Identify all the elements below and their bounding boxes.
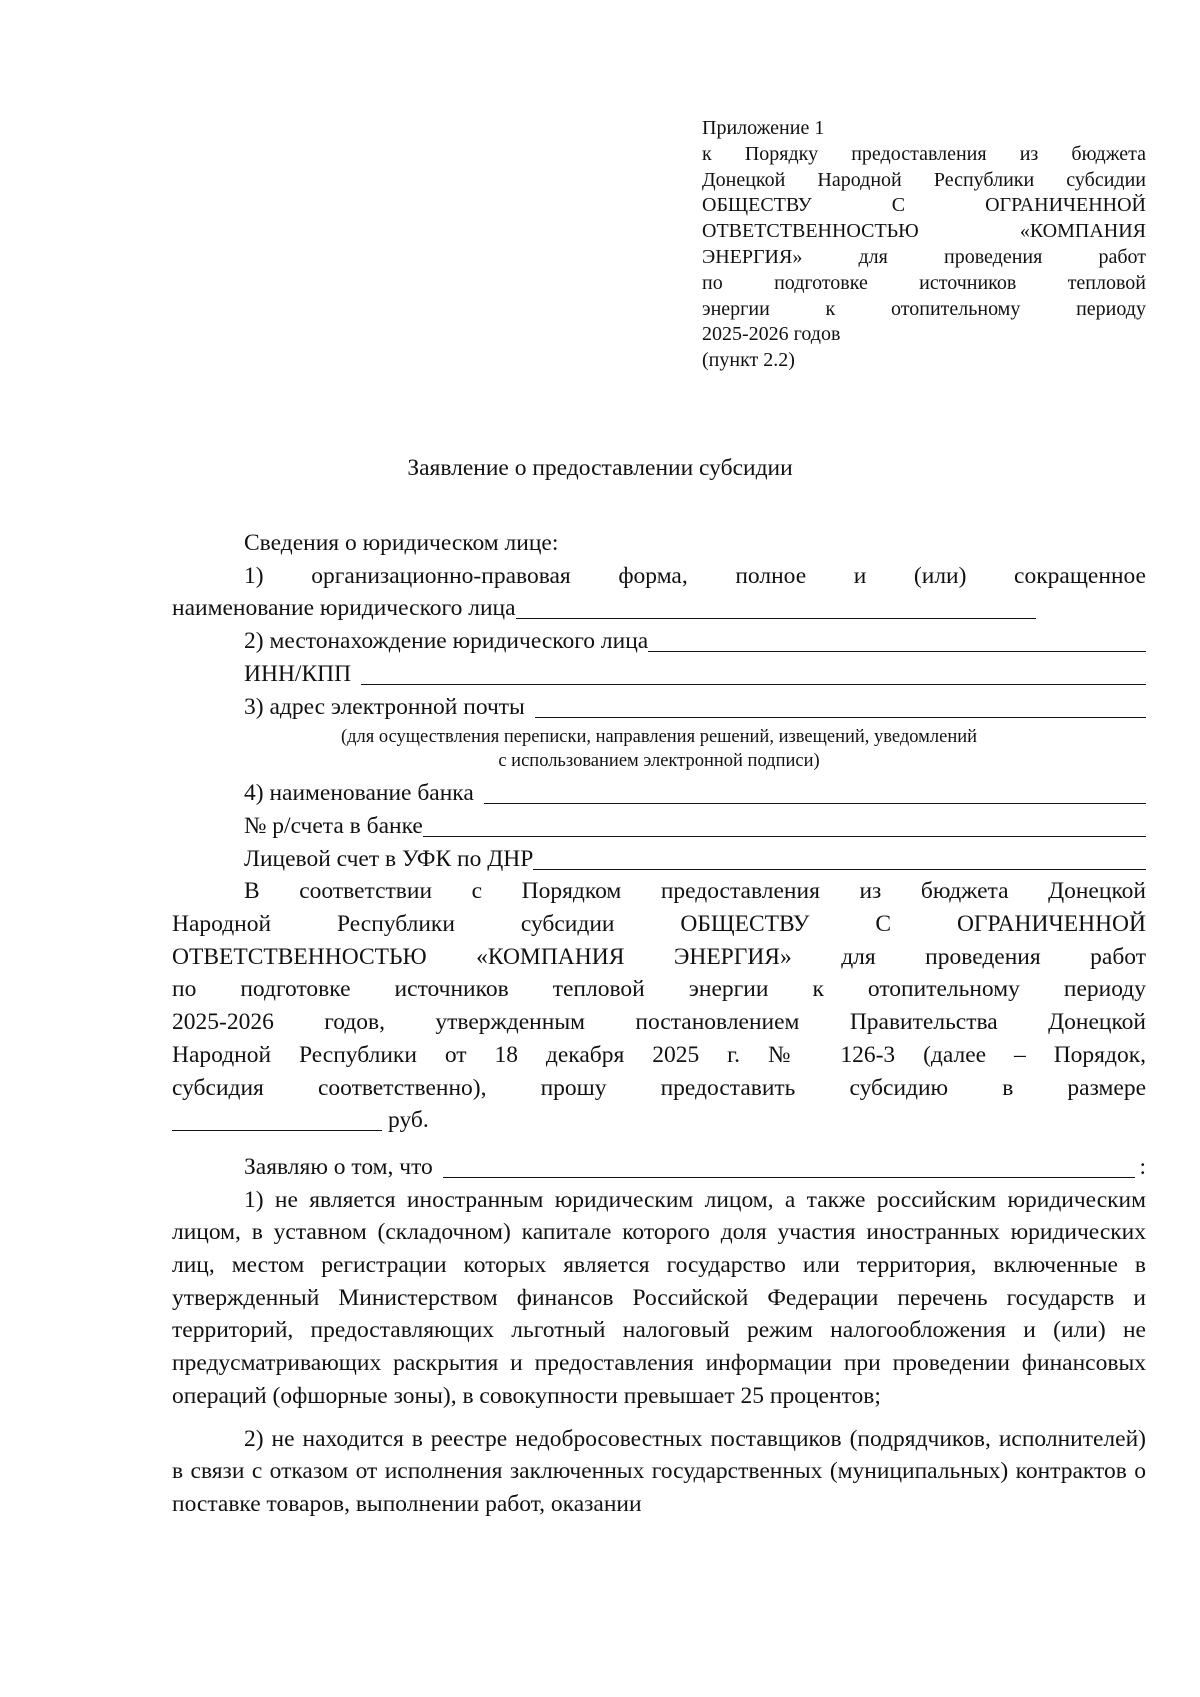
item2-label: 2) местонахождение юридического лица [244,628,649,655]
account-label: № р/счета в банке [244,812,423,839]
email-hint-line1: (для осуществления переписки, направления решений, извещений, уведомлений [340,727,978,748]
entity-location-input-line[interactable] [648,651,1146,652]
inn-kpp-input-line[interactable] [361,684,1146,685]
item1-label: наименование юридического лица [172,595,516,622]
declaration-point-1: 1) не является иностранным юридическим лицом, а также российским юридическим лицом, в уставном (складочном) капитале которого доля участия иностранных юридических лиц, местом регистрации которых является государство или территория, включенные в утвержденный Министерством финансов Российской Федерации перечень государств и территорий, предоставляющих льготный налоговый режим налогообложения и (или) не предусматривающих раскрытия и предоставления информации при проведении финансовых операций (офшорные зоны), в совокупности превышает 25 процентов; [172,1186,1146,1409]
request-line: по подготовке источников тепловой энергии к отопительному периоду [172,976,1146,1003]
appendix-line: Донецкой Народной Республики субсидии [702,168,1146,191]
request-line: Народной Республики от 18 декабря 2025 г. № 126-3 (далее – Порядок, [172,1041,1146,1068]
email-hint [172,725,1146,773]
request-line: 2025-2026 годов, утвержденным постановлением Правительства Донецкой [172,1009,1146,1036]
item3-field [172,691,1146,724]
legal-entity-heading: Сведения о юридическом лице: [244,530,559,556]
item2-field [172,625,1146,658]
entity-name-input-line[interactable] [516,618,1036,619]
account-field [172,810,1146,843]
item4-label: 4) наименование банка [244,780,474,807]
request-line: субсидия соответственно), прошу предоставить субсидию в размере [172,1074,1146,1101]
item4-field [172,777,1146,810]
item1-field [172,592,1146,625]
appendix-line: Приложение 1 [702,117,825,139]
currency-label: руб. [388,1107,429,1134]
appendix-line: ОТВЕТСТВЕННОСТЬЮ «КОМПАНИЯ [702,220,1146,243]
declaration-intro-field [172,1151,1146,1184]
inn-kpp-label: ИНН/КПП [244,660,352,687]
declarant-input-line[interactable] [443,1177,1136,1178]
account-input-line[interactable] [423,836,1146,837]
appendix-line: по подготовке источников тепловой [702,271,1146,294]
document-title: Заявление о предоставлении субсидии [407,455,793,481]
appendix-line: 2025-2026 годов [702,323,841,346]
appendix-line: (пункт 2.2) [702,349,795,372]
personal-account-label: Лицевой счет в УФК по ДНР [244,845,534,872]
declaration-intro-label: Заявляю о том, что [244,1153,433,1180]
request-line: В соответствии с Порядком предоставления из бюджета Донецкой [244,878,1146,905]
request-line: Народной Республики субсидии ОБЩЕСТВУ С ОГРАНИЧЕННОЙ [172,911,1146,938]
document-body [172,527,1146,1521]
appendix-block [702,116,1146,374]
appendix-line: ОБЩЕСТВУ С ОГРАНИЧЕННОЙ [702,194,1146,217]
bank-name-input-line[interactable] [484,803,1146,804]
appendix-line: ЭНЕРГИЯ» для проведения работ [702,245,1146,268]
subsidy-amount-field [172,1104,1146,1137]
appendix-line: энергии к отопительному периоду [702,297,1146,320]
personal-account-input-line[interactable] [533,869,1146,870]
item1-line1: 1) организационно-правовая форма, полное и (или) сокращенное [244,562,1146,589]
personal-account-field [172,843,1146,876]
email-hint-line2: с использованием электронной подписи) [498,751,820,772]
declaration-point-2: 2) не находится в реестре недобросовестных поставщиков (подрядчиков, исполнителей) в связи с отказом от исполнения заключенных государственных (муниципальных) контрактов о поставке товаров, выполнении работ, оказании [172,1425,1146,1517]
inn-kpp-field [172,658,1146,691]
email-input-line[interactable] [535,717,1146,718]
appendix-line: к Порядку предоставления из бюджета [702,142,1146,165]
item3-label: 3) адрес электронной почты [244,693,525,720]
subsidy-amount-input-line[interactable] [172,1130,382,1131]
request-line: ОТВЕТСТВЕННОСТЬЮ «КОМПАНИЯ ЭНЕРГИЯ» для проведения работ [172,943,1146,970]
declaration-colon: : [1139,1153,1146,1180]
